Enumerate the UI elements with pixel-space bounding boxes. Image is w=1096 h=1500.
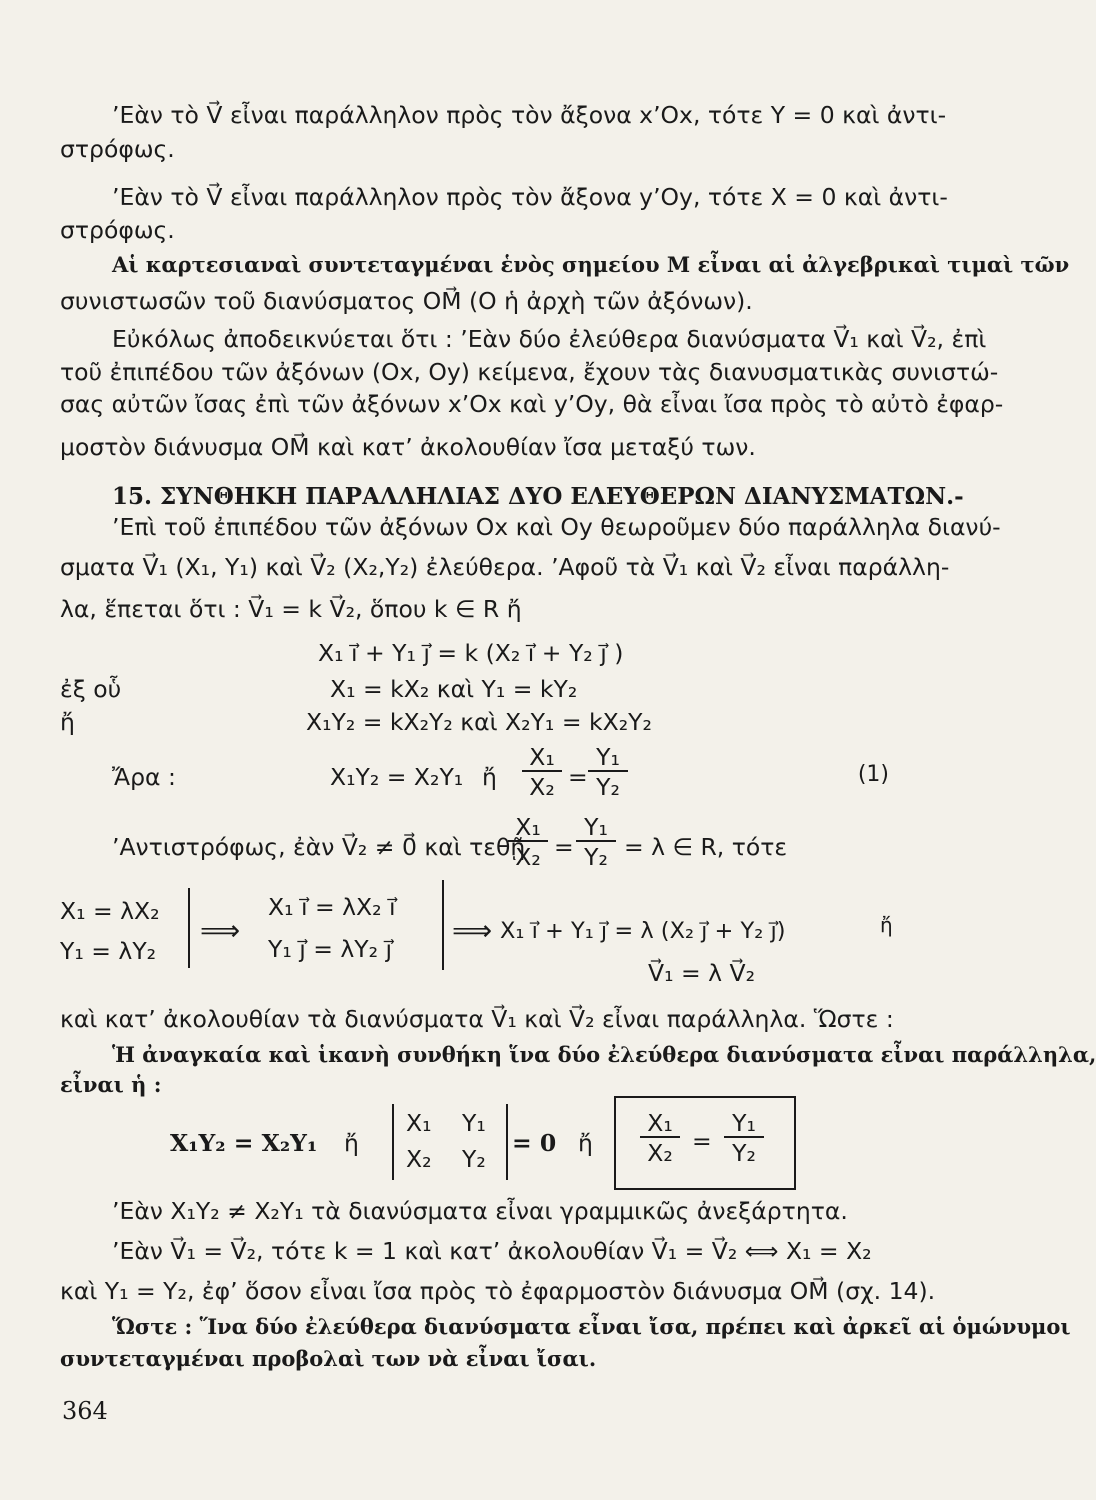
equals-sign: = <box>568 763 588 791</box>
equation: X₁ i⃗ = λX₂ i⃗ <box>268 893 396 921</box>
equation-label: ἤ <box>60 708 75 736</box>
text-line: ’Επὶ τοῦ ἐπιπέδου τῶν ἀξόνων Ox καὶ Oy θεωροῦμεν δύο παράλληλα διανύ- <box>112 513 1001 541</box>
fraction-numerator: Y₁ <box>588 744 628 772</box>
implies-arrow: ⟹ <box>452 914 493 947</box>
text-line: ’Εὰν τὸ V⃗ εἶναι παράλληλον πρὸς τὸν ἄξονα x’Ox, τότε Y = 0 καὶ ἀντι- <box>112 101 947 129</box>
fraction-denominator: X₂ <box>647 1139 673 1167</box>
fraction-denominator: X₂ <box>515 843 541 871</box>
equation: X₁ i⃗ + Y₁ j⃗ = λ (X₂ j⃗ + Y₂ j⃗) <box>500 918 786 944</box>
fraction-numerator: Y₁ <box>724 1110 764 1138</box>
text-line: καὶ κατ’ ἀκολουθίαν τὰ διανύσματα V⃗₁ καὶ V⃗₂ εἶναι παράλληλα. Ὥστε : <box>60 1005 894 1033</box>
theorem-line: Ὥστε : Ἵνα δύο ἐλεύθερα διανύσματα εἶναι ἴσα, πρέπει καὶ ἀρκεῖ αἱ ὁμώνυμοι <box>112 1314 1071 1339</box>
equation: Y₁ j⃗ = λY₂ j⃗ <box>268 935 393 963</box>
text-line: σματα V⃗₁ (X₁, Y₁) καὶ V⃗₂ (X₂,Y₂) ἐλεύθερα. ’Αφοῦ τὰ V⃗₁ καὶ V⃗₂ εἶναι παράλλη- <box>60 553 950 581</box>
equation: X₁ = λX₂ <box>60 897 160 925</box>
text-line: σας αὐτῶν ἴσας ἐπὶ τῶν ἀξόνων x’Ox καὶ y’Oy, θὰ εἶναι ἴσα πρὸς τὸ αὐτὸ ἐφαρ- <box>60 390 1004 418</box>
fraction-numerator: X₁ <box>640 1110 680 1138</box>
equation-label: ἐξ οὗ <box>60 675 122 703</box>
text-line-bold: Αἱ καρτεσιαναὶ συντεταγμέναι ἑνὸς σημείου M εἶναι αἱ ἀλγεβρικαὶ τιμαὶ τῶν <box>112 252 1070 277</box>
equation-or: ἤ <box>482 763 497 791</box>
text-line: τοῦ ἐπιπέδου τῶν ἀξόνων (Ox, Oy) κείμενα, ἔχουν τὰς διανυσματικὰς συνιστώ- <box>60 358 999 386</box>
fraction-numerator: X₁ <box>508 814 548 842</box>
text-line: Εὐκόλως ἀποδεικνύεται ὅτι : ’Εὰν δύο ἐλεύθερα διανύσματα V⃗₁ καὶ V⃗₂, ἐπὶ <box>112 325 987 353</box>
text-line: ’Εὰν τὸ V⃗ εἶναι παράλληλον πρὸς τὸν ἄξονα y’Oy, τότε X = 0 καὶ ἀντι- <box>112 183 948 211</box>
fraction-denominator: Y₂ <box>584 843 608 871</box>
equation: Y₁ = λY₂ <box>60 937 157 965</box>
equation: V⃗₁ = λ V⃗₂ <box>648 959 756 987</box>
matrix-cell: Y₁ <box>462 1109 486 1137</box>
fraction-numerator: X₁ <box>522 744 562 772</box>
equals-sign: = <box>554 833 574 861</box>
equation: X₁Y₂ = X₂Y₁ <box>330 763 464 791</box>
implies-arrow: ⟹ <box>200 914 241 947</box>
fraction-denominator: Y₂ <box>596 773 620 801</box>
equation: = 0 <box>512 1129 557 1157</box>
theorem-line: συντεταγμέναι προβολαὶ των νὰ εἶναι ἴσαι. <box>60 1346 597 1371</box>
equation: = λ ∈ R, τότε <box>624 833 788 861</box>
text-line: στρόφως. <box>60 216 175 244</box>
text-line: ’Εὰν V⃗₁ = V⃗₂, τότε k = 1 καὶ κατ’ ἀκολουθίαν V⃗₁ = V⃗₂ ⟺ X₁ = X₂ <box>112 1237 872 1265</box>
equation: X₁Y₂ = kX₂Y₂ καὶ X₂Y₁ = kX₂Y₂ <box>306 708 652 736</box>
matrix-cell: Y₂ <box>462 1145 486 1173</box>
text-line: ’Αντιστρόφως, ἐὰν V⃗₂ ≠ 0⃗ καὶ τεθῇ <box>112 833 526 861</box>
text-line: λα, ἕπεται ὅτι : V⃗₁ = k V⃗₂, ὅπου k ∈ R ἤ <box>60 595 522 623</box>
fraction-denominator: X₂ <box>529 773 555 801</box>
equation: X₁ i⃗ + Y₁ j⃗ = k (X₂ i⃗ + Y₂ j⃗ ) <box>318 639 624 667</box>
text-line: ’Εὰν X₁Y₂ ≠ X₂Y₁ τὰ διανύσματα εἶναι γραμμικῶς ἀνεξάρτητα. <box>112 1197 848 1225</box>
text-line: στρόφως. <box>60 135 175 163</box>
equation: X₁ = kX₂ καὶ Y₁ = kY₂ <box>330 675 578 703</box>
fraction-denominator: Y₂ <box>732 1139 756 1167</box>
page-number: 364 <box>62 1397 108 1425</box>
equation-or: ἤ <box>880 913 893 937</box>
matrix-cell: X₁ <box>406 1109 432 1137</box>
section-heading: 15. ΣΥΝΘΗΚΗ ΠΑΡΑΛΛΗΛΙΑΣ ΔΥΟ ΕΛΕΥΘΕΡΩΝ ΔΙΑΝΥΣΜΑΤΩΝ.- <box>112 483 964 510</box>
text-line: συνιστωσῶν τοῦ διανύσματος OM⃗ (O ἡ ἀρχὴ τῶν ἀξόνων). <box>60 287 753 315</box>
text-line: μοστὸν διάνυσμα OM⃗ καὶ κατ’ ἀκολουθίαν ἴσα μεταξύ των. <box>60 433 756 461</box>
equation-number: (1) <box>857 762 889 787</box>
equation-or: ἤ <box>578 1129 593 1157</box>
matrix-cell: X₂ <box>406 1145 432 1173</box>
equation-or: ἤ <box>344 1129 359 1157</box>
fraction-numerator: Y₁ <box>576 814 616 842</box>
theorem-line: Ἡ ἀναγκαία καὶ ἱκανὴ συνθήκη ἵνα δύο ἐλεύθερα διανύσματα εἶναι παράλληλα, <box>112 1042 1096 1067</box>
equation-label: Ἄρα : <box>112 763 176 791</box>
theorem-line: εἶναι ἡ : <box>60 1072 162 1097</box>
equation: X₁Y₂ = X₂Y₁ <box>170 1129 318 1157</box>
equals-sign: = <box>692 1127 712 1155</box>
text-line: καὶ Y₁ = Y₂, ἐφ’ ὅσον εἶναι ἴσα πρὸς τὸ ἐφαρμοστὸν διάνυσμα OM⃗ (σχ. 14). <box>60 1277 936 1305</box>
